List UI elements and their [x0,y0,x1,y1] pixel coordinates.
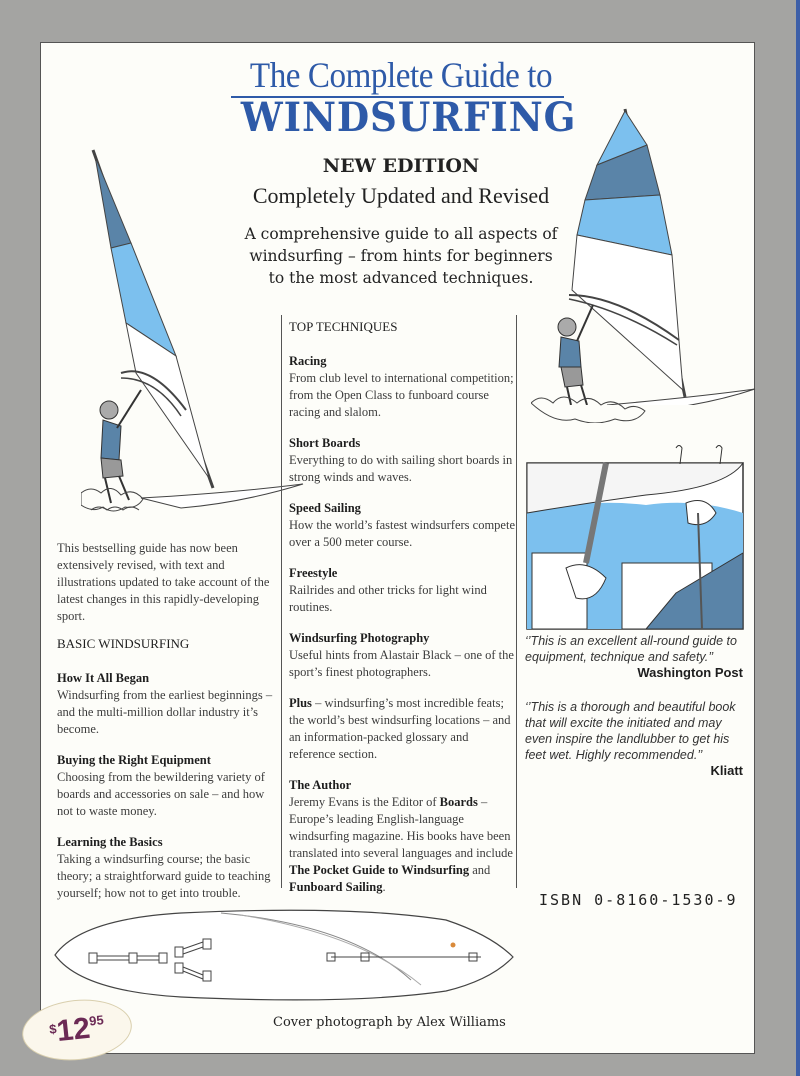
blurb-line: to the most advanced techniques. [268,269,534,287]
price [48,1010,106,1050]
item-title: Learning the Basics [57,835,163,849]
item-text: Windsurfing from the earliest beginnings – and the multi-million dollar industry it’s become. [57,688,273,736]
review-quotes [525,633,743,797]
quote-source: Washington Post [637,665,743,680]
list-item [57,752,283,820]
item-text: Railrides and other tricks for light wind routines. [289,583,487,614]
windsurfer-left-illustration [81,148,311,518]
book-title: The Pocket Guide to Windsurfing [289,863,470,877]
author-text-part: Jeremy Evans is the Editor of [289,795,440,809]
top-techniques-section [289,318,517,910]
title-main: WINDSURFING [240,94,577,141]
item-title: Short Boards [289,436,361,450]
photo-credit: Cover photograph by Alex Williams [273,1015,506,1030]
list-item [289,630,517,681]
item-text: Useful hints from Alastair Black – one of the sport’s finest photographers. [289,648,514,679]
item-text: Choosing from the bewildering variety of boards and accessories on sale – and how not to waste money. [57,770,265,818]
intro-paragraph: This bestselling guide has now been extensively revised, with text and illustrations updated to take account of the latest changes in this rapidly-developing sport. [57,541,270,623]
spray-decoration [531,383,661,423]
back-cover-panel [40,42,755,1054]
plus-paragraph [289,695,517,763]
list-item [57,834,283,902]
item-text: Taking a windsurfing course; the basic theory; a straightforward guide to teaching yourself; how not to get into trouble. [57,852,271,900]
subtitle: Completely Updated and Revised [252,183,550,208]
isbn: ISBN 0-8160-1530-9 [539,891,738,909]
item-title: How It All Began [57,671,150,685]
list-item [289,435,517,486]
basic-windsurfing-section [57,635,283,916]
list-item [289,500,517,551]
section-heading: BASIC WINDSURFING [57,636,190,651]
price-dollars: 12 [55,1011,92,1049]
author-text-part: and [469,863,491,877]
plus-text: – windsurfing’s most incredible feats; the world’s best windsurfing locations – and an information-packed glossary and reference section. [289,696,511,761]
item-title: Windsurfing Photography [289,631,430,645]
plus-lead: Plus [289,696,312,710]
edition-label: NEW EDITION [322,155,480,177]
author-text-part: . [382,880,386,894]
item-title: Speed Sailing [289,501,361,515]
price-currency: $ [48,1021,58,1037]
list-item [57,670,283,738]
quote-source: Kliatt [710,763,743,778]
price-cents: 95 [88,1012,105,1029]
windsurfer-right-illustration [527,105,757,405]
item-text: How the world’s fastest windsurfers compete over a 500 meter course. [289,518,515,549]
blurb-line: A comprehensive guide to all aspects of [244,225,558,243]
item-title: Buying the Right Equipment [57,753,211,767]
list-item [289,565,517,616]
quote-text: ‘’This is an excellent all-round guide to equipment, technique and safety.’’ [525,634,737,664]
section-heading: TOP TECHNIQUES [289,319,398,334]
blurb-line: windsurfing – from hints for beginners [249,247,553,265]
item-text: From club level to international competition; from the Open Class to funboard course racing and slalom. [289,371,514,419]
item-title: Racing [289,354,327,368]
author-text-part: – Europe’s leading English-language windsurfing magazine. His books have been translated into several languages and include [289,795,513,860]
board-topview-illustration [51,905,521,1005]
edge-stripe [796,0,800,1076]
author-title: The Author [289,778,352,792]
column-divider [281,315,282,888]
roof-rack-illustration [526,443,744,633]
item-text: Everything to do with sailing short boards in strong winds and waves. [289,453,513,484]
magazine-name: Boards [439,795,478,809]
quote-text: ‘’This is a thorough and beautiful book that will excite the initiated and may even inspire the landlubber to get his feet wet. Highly recommended.’’ [525,700,736,762]
title-line1: The Complete Guide to [249,55,553,95]
author-text [289,794,517,896]
list-item [289,353,517,421]
book-title: Funboard Sailing [289,880,383,894]
item-title: Freestyle [289,566,338,580]
author-paragraph [289,777,517,896]
